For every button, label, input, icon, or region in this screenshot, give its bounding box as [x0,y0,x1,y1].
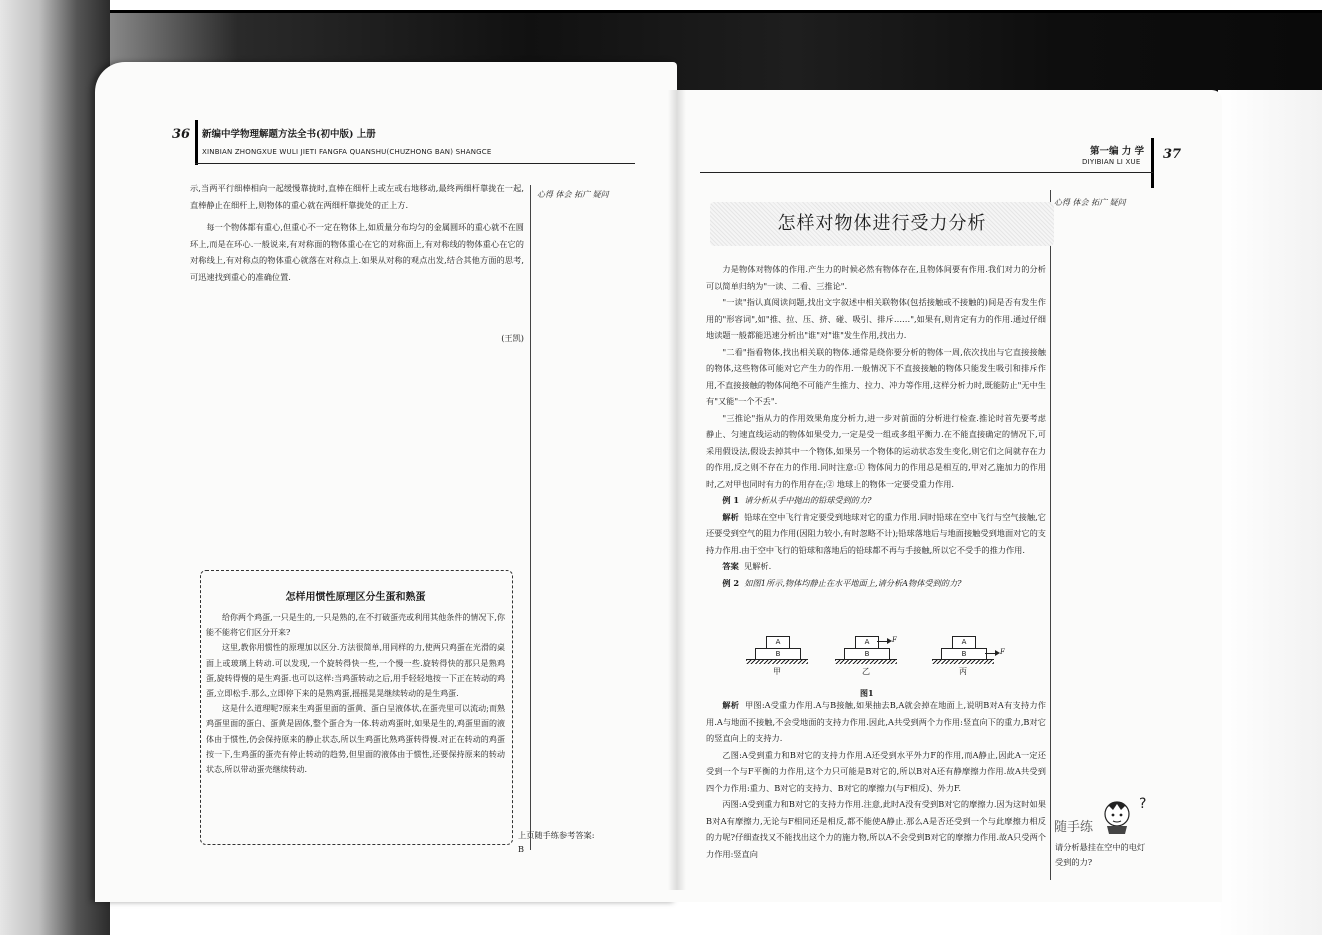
scan-top-margin [0,0,1322,10]
analysis2-paragraph: 甲图:A受重力作用.A与B接触,如果抽去B,A就会掉在地面上,说明B对A有支持力作用.A与地面不接触,不会受地面的支持力作用.因此,A共受到两个力作用:竖直向下的重力,B对它的竖直向上的支持力. [706,700,1046,743]
ground [746,659,808,664]
right-paragraph: "三推论"指从力的作用效果角度分析力,进一步对前面的分析进行检查.推论时首先要考虑静止、匀速直线运动的物体如果受力,一定是受一组或多组平衡力.在不能直接确定的情况下,可采用假设法,假设去掉其中一个物体,如果另一个物体的运动状态发生变化,则它们之间就存在力的作用,反之则不存在力的作用.同时注意:① 物体间力的作用总是相互的,甲对乙施加力的作用时,乙对甲也同时有力的作用存在;② 地球上的物体一定要受重力作用. [706,412,1046,489]
right-header-pinyin: DIYIBIAN LI XUE [1082,158,1141,166]
left-page-number: 36 [172,127,191,142]
right-margin-divider [1050,190,1051,880]
left-paragraph: 示,当两平行细棒相向一起缓慢靠拢时,直棒在细杆上或左或右地移动,最终两细杆靠拢在一起,直棒静止在细杆上,则物体的重心就在两细杆靠拢处的正上方. [190,183,524,210]
scan-right-margin [1218,90,1322,935]
left-header-title: 新编中学物理解题方法全书(初中版) 上册 [202,129,376,140]
block-a: A [766,636,790,649]
force-label: F [1000,648,1005,656]
right-header-rule [700,172,1153,173]
caption-bing: 丙 [959,667,967,676]
right-body-text [706,261,1046,591]
left-side-label: 心得 体会 拓广 疑问 [537,190,609,199]
box-title: 怎样用惯性原理区分生蛋和熟蛋 [285,592,426,603]
svg-text:?: ? [1139,796,1147,812]
right-paragraph: 力是物体对物体的作用.产生力的时候必然有物体存在,且物体间要有作用.我们对力的分析可以简单归纳为"一读、二看、三推论". [706,264,1046,291]
right-paragraph: "二看"指看物体,找出相关联的物体.通常是绕你要分析的物体一周,依次找出与它直接接触的物体,这些物体可能对它产生力的作用.一般情况下不直接接触的物体只能发生吸引和排斥作用,不直接接触的物体间绝不可能产生推力、拉力、冲力等作用,这样分析力时,既能防止"无中生有"又能"一个不丢". [706,346,1046,406]
article-title: 怎样对物体进行受力分析 [777,213,987,234]
analysis2-text [706,697,1046,862]
ground [932,659,994,664]
box-paragraph: 给你两个鸡蛋,一只是生的,一只是熟的,在不打破蛋壳或利用其他条件的情况下,你能不能将它们区分开来? [206,613,505,638]
figure-caption: 图1 [860,688,874,698]
answer1-text: 见解析. [744,561,772,571]
analysis2-paragraph: 乙图:A受到重力和B对它的支持力作用.A还受到水平外力F的作用,而A静止,因此A一定还受到一个与F平衡的力作用,这个力只可能是B对它的,所以B对A还有静摩擦力作用.故A共受到四个力作用:重力、B对它的支持力、B对它的摩擦力(与F相反)、外力F. [706,749,1046,793]
practice-title: 随手练 [1054,820,1094,835]
box-paragraph: 这里,教你用惯性的原理加以区分.方法很简单,用同样的力,使两只鸡蛋在光滑的桌面上或玻璃上转动.可以发现,一个旋转得快一些,一个慢一些.旋转得快的那只是熟鸡蛋,旋转得慢的是生鸡蛋.也可以这样:当鸡蛋转动之后,用手轻轻地按一下正在转动的鸡蛋,立即松手.那么,立即停下来的是熟鸡蛋,摇摇晃晃继续转动的是生鸡蛋. [206,643,505,699]
scan-edge-line [0,10,1322,13]
example2-question: 如图1所示,物体均静止在水平地面上,请分析A物体受到的力? [744,577,962,588]
block-b: B [755,648,801,660]
right-header-bar [1151,138,1154,188]
left-header-rule [195,163,635,164]
scan-left-shadow [0,0,110,935]
analysis2-label: 解析 [722,700,740,710]
example1-question: 请分析从手中抛出的铅球受到的力? [744,495,872,505]
example1-label: 例 1 [722,495,740,505]
block-b: B [941,648,987,660]
block-b: B [844,648,890,660]
block-a: A [952,636,976,649]
right-header-title: 第一编 力 学 [1090,146,1145,157]
example2-label: 例 2 [722,577,740,588]
figure-1 [740,634,1030,684]
thinking-student-icon [1095,792,1155,836]
practice-question: 请分析悬挂在空中的电灯受到的力? [1055,842,1146,867]
left-body-text [190,180,524,285]
left-header-bar [195,120,198,165]
left-author: (王凯) [501,333,524,343]
left-paragraph: 每一个物体都有重心,但重心不一定在物体上,如质量分布均匀的金属圆环的重心就不在圆环上,而是在环心.一般说来,有对称面的物体重心在它的对称面上,有对称线的物体重心在它的对称线上,有对称点的物体重心就落在对称点上.如果从对称的观点出发,结合其他方面的思考,可迅速找到重心的准确位置. [190,222,524,282]
left-margin-divider [530,185,531,850]
book-gutter [668,90,686,890]
force-label: F [892,636,897,644]
ground [835,659,897,664]
answer-value: B [518,844,525,854]
box-body [206,610,505,777]
right-side-label: 心得 体会 拓广 疑问 [1054,198,1126,207]
analysis1-text: 铅球在空中飞行肯定要受到地球对它的重力作用.同时铅球在空中飞行与空气接触,它还要受到空气的阻力作用(因阻力较小,有时忽略不计);铅球落地后与地面接触受到地面对它的支持力作用.由于空中飞行的铅球和落地后的铅球都不再与手接触,所以它不受手的推力作用. [706,511,1046,555]
analysis2-paragraph: 丙图:A受到重力和B对它的支持力作用.注意,此时A没有受到B对它的摩擦力.因为这时如果B对A有摩擦力,无论与F相同还是相反,都不能使A静止.那么A是否还受到一个与此摩擦力相反的力呢?仔细查找又不能找出这个力的施力物,所以A不会受到B对它的摩擦力作用.故A只受两个力作用:竖直向 [706,799,1046,859]
answer-note: 上页随手练参考答案: [518,830,595,840]
right-page-number: 37 [1163,147,1182,162]
right-paragraph: "一读"指认真阅读问题,找出文字叙述中相关联物体(包括接触或不接触的)间是否有发生作用的"形容词",如"推、拉、压、挤、碰、吸引、排斥……",如果有,则肯定有力的作用.通过仔细地读题一般都能迅速分析出"谁"对"谁"发生作用,找出力. [706,297,1046,340]
analysis1-label: 解析 [722,511,739,522]
left-header-pinyin: XINBIAN ZHONGXUE WULI JIETI FANGFA QUANSHU(CHUZHONG BAN) SHANGCE [202,148,492,156]
caption-yi: 乙 [862,667,870,676]
answer1-label: 答案 [722,561,739,571]
force-arrow [985,653,997,654]
box-paragraph: 这是什么道理呢?原来生鸡蛋里面的蛋黄、蛋白呈液体状,在蛋壳里可以流动;而熟鸡蛋里面的蛋白、蛋黄是固体,整个蛋合为一体.转动鸡蛋时,如果是生的,鸡蛋里面的液体由于惯性,仍会保持原来的静止状态,所以生鸡蛋比熟鸡蛋转得慢.对正在转动的鸡蛋按一下,生鸡蛋的蛋壳有停止转动的趋势,但里面的液体由于惯性,还要保持原来的转动状态,所以带动蛋壳继续转动. [206,704,505,775]
caption-jia: 甲 [773,667,781,676]
force-arrow [877,641,889,642]
block-a: A [855,636,879,649]
